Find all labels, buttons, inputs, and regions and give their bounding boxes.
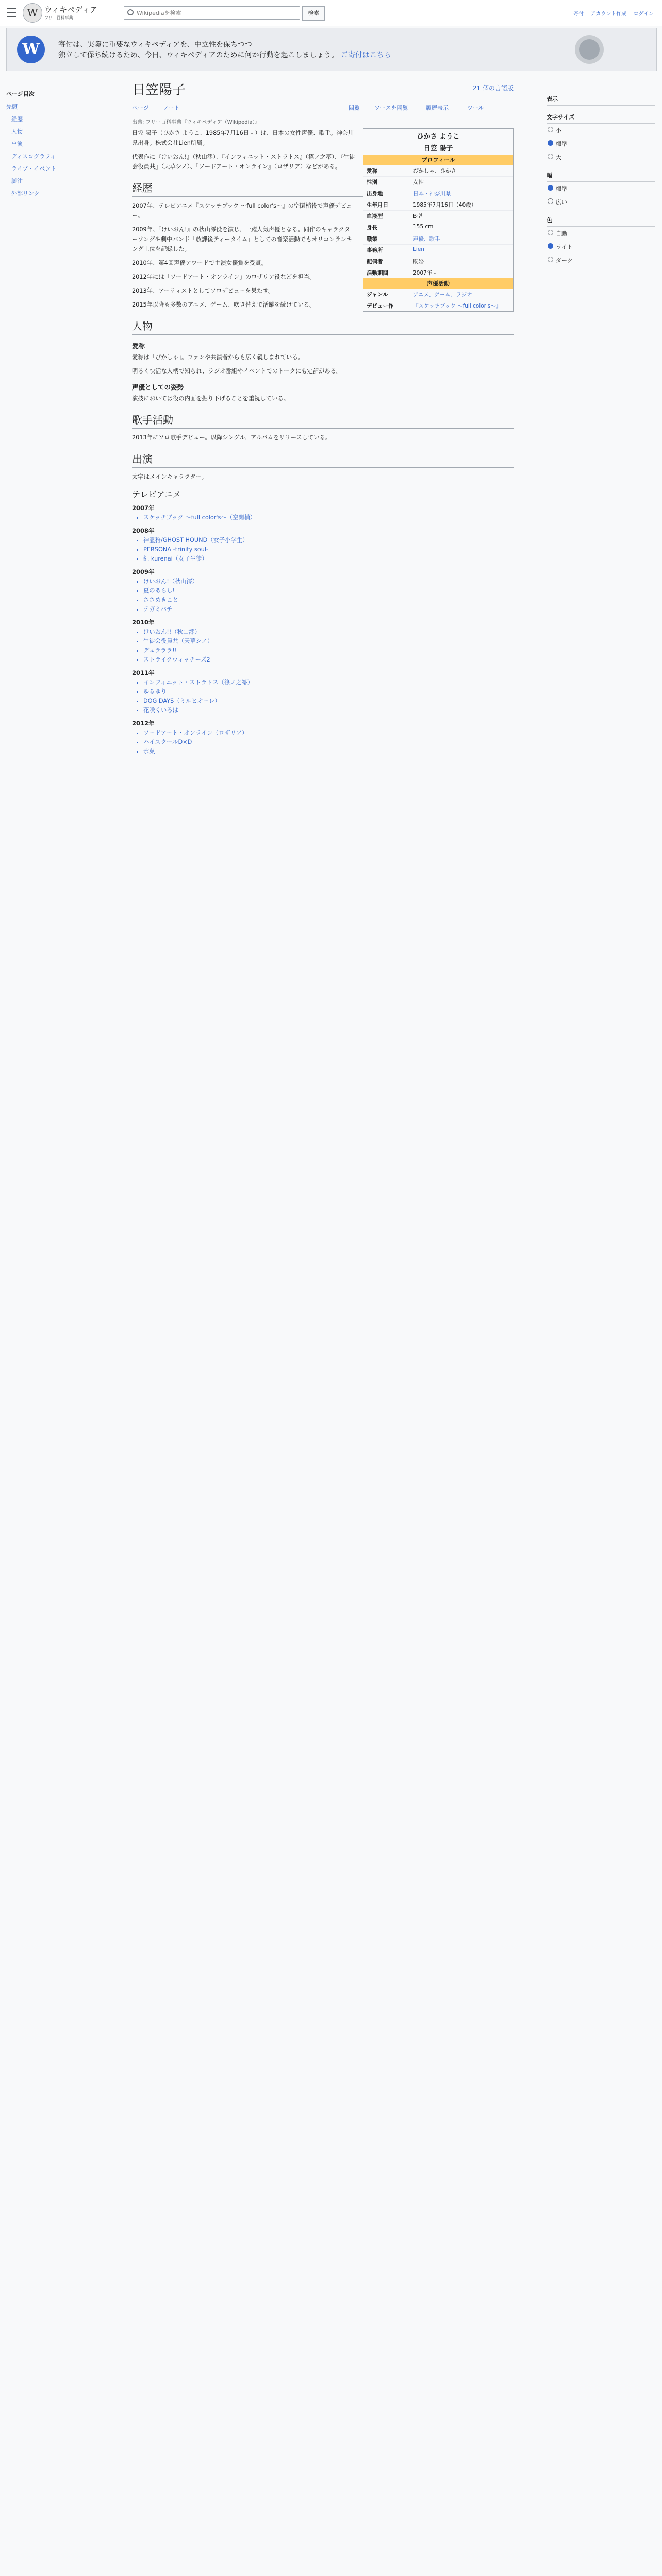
year-heading: 2010年 (132, 619, 155, 626)
work-item[interactable]: • 花咲くいろは (143, 706, 514, 715)
year-heading: 2012年 (132, 720, 155, 727)
person-paragraph: 明るく快活な人柄で知られ、ラジオ番組やイベントでのトークにも定評がある。 (132, 368, 342, 375)
work-item[interactable]: • 紅 kurenai（女子生徒） (143, 554, 514, 564)
toc-item[interactable]: 人物 (11, 128, 23, 135)
toc-item[interactable]: ディスコグラフィ (11, 153, 56, 160)
infobox-value[interactable]: 『スケッチブック 〜full color's〜』 (413, 303, 502, 309)
infobox-value: 1985年7月16日（40歳） (413, 202, 477, 208)
infobox-value[interactable]: 声優、歌手 (413, 236, 440, 242)
tab-talk[interactable]: ノート (163, 105, 180, 111)
infobox-header: プロフィール (363, 155, 513, 165)
work-item[interactable]: • けいおん!（秋山澪） (143, 577, 514, 586)
infobox-value: 2007年 - (413, 270, 436, 276)
music-paragraph: 2013年にソロ歌手デビュー。以降シングル、アルバムをリリースしている。 (132, 434, 332, 441)
banner-logo: W (17, 36, 45, 63)
create-account-link[interactable]: アカウント作成 (590, 11, 627, 17)
login-link[interactable]: ログイン (633, 11, 654, 17)
work-item[interactable]: • PERSONA -trinity soul- (143, 545, 514, 554)
year-heading: 2011年 (132, 669, 155, 676)
wikipedia-logo[interactable]: W (23, 3, 42, 23)
infobox-header: 声優活動 (363, 278, 513, 289)
section-heading-works: 出演 (132, 451, 514, 468)
menu-icon[interactable] (7, 8, 16, 17)
subsection-heading-tv: テレビアニメ (132, 489, 181, 499)
work-item[interactable]: • DOG DAYS（ミルヒオーレ） (143, 697, 514, 706)
work-item[interactable]: • デュラララ!! (143, 646, 514, 655)
toc-item[interactable]: 出演 (11, 141, 23, 147)
work-item[interactable]: • ソードアート・オンライン（ロザリア） (143, 728, 514, 738)
work-item[interactable]: • ストライクウィッチーズ2 (143, 655, 514, 665)
person-paragraph: 愛称は「ぴかしゃ」。ファンや共演者からも広く親しまれている。 (132, 354, 304, 361)
search-input[interactable] (136, 7, 292, 19)
intro-paragraph: 日笠 陽子（ひかさ ようこ、1985年7月16日 - ）は、日本の女性声優、歌手。神奈川県出身。株式会社Lien所属。 (132, 130, 354, 146)
logo-title: ウィキペディア (44, 5, 97, 14)
color-auto[interactable]: 自動 (547, 227, 655, 240)
search-box (124, 6, 300, 20)
banner-line-1: 寄付は、実際に重要なウィキペディアを、中立性を保ちつつ (58, 41, 252, 49)
infobox-value[interactable]: Lien (413, 246, 424, 252)
infobox-key: デビュー作 (367, 303, 394, 309)
section-heading-music: 歌手活動 (132, 412, 514, 429)
tab-tools[interactable]: ツール (467, 105, 484, 111)
toc-item[interactable]: 外部リンク (11, 190, 40, 197)
color-light[interactable]: ライト (547, 240, 655, 253)
infobox-key: ジャンル (367, 292, 388, 298)
tab-history[interactable]: 履歴表示 (426, 105, 449, 111)
work-item[interactable]: • 氷菓 (143, 747, 514, 756)
search-icon (127, 9, 134, 15)
work-item[interactable]: • ささめきこと (143, 596, 514, 605)
banner-line-2: 独立して保ち続けるため、今日、ウィキペディアのために何か行動を起こしましょう。 (58, 51, 339, 59)
person-paragraph: 演技においては役の内面を掘り下げることを重視している。 (132, 395, 290, 402)
donation-banner (6, 28, 657, 71)
year-heading: 2009年 (132, 568, 155, 575)
infobox-key: 身長 (367, 225, 377, 231)
article-source: 出典: フリー百科事典『ウィキペディア（Wikipedia）』 (132, 120, 260, 125)
logo-subtitle: フリー百科事典 (44, 15, 73, 20)
year-heading: 2008年 (132, 527, 155, 534)
banner-text (58, 40, 391, 60)
subsection-heading: 声優としての姿勢 (132, 383, 184, 391)
appearance-panel (547, 88, 655, 267)
infobox-value: 既婚 (413, 259, 424, 265)
works-note: 太字はメインキャラクター。 (132, 473, 207, 480)
tab-read[interactable]: 閲覧 (349, 105, 360, 111)
toc-item[interactable]: ライブ・イベント (11, 165, 57, 172)
work-item[interactable]: • 夏のあらし! (143, 586, 514, 596)
donate-link[interactable]: 寄付 (573, 11, 584, 17)
toc-item[interactable]: 先頭 (6, 104, 18, 110)
text-size-title: 文字サイズ (547, 111, 655, 124)
toc-item[interactable]: 脚注 (11, 178, 23, 184)
banner-donate-link[interactable]: ご寄付はこちら (340, 51, 391, 59)
subsection-heading: 愛称 (132, 342, 145, 350)
appearance-title: 表示 (547, 93, 655, 106)
tab-view-source[interactable]: ソースを閲覧 (374, 105, 408, 111)
infobox-key: 性別 (367, 179, 377, 185)
infobox-key: 活動期間 (367, 270, 388, 276)
career-paragraph: 2015年以降も多数のアニメ、ゲーム、吹き替えで活躍を続けている。 (132, 301, 316, 308)
intro-paragraph: 代表作に『けいおん!』（秋山澪）、『インフィニット・ストラトス』（篠ノ之箒）、『生徒会役員共』（天草シノ）、『ソードアート・オンライン』（ロザリア）などがある。 (132, 154, 355, 170)
text-size-standard[interactable]: 標準 (547, 137, 655, 150)
work-item[interactable]: • ゆるゆり (143, 687, 514, 697)
career-paragraph: 2007年、テレビアニメ『スケッチブック 〜full color's〜』の空閑梢役で声優デビュー。 (132, 202, 352, 219)
infobox-key: 事務所 (367, 247, 383, 253)
section-heading-person: 人物 (132, 318, 514, 335)
infobox-value[interactable]: 日本・神奈川県 (413, 191, 451, 197)
career-paragraph: 2009年、『けいおん!』の秋山澪役を演じ、一躍人気声優となる。同作のキャラクターソングや劇中バンド「放課後ティータイム」としての音楽活動でもオリコンランキング上位を記録した。 (132, 226, 353, 252)
infobox-key: 血液型 (367, 213, 383, 219)
infobox-kana: ひかさ ようこ (417, 133, 460, 141)
page-tabs (132, 100, 514, 114)
infobox-value: ぴかしゃ、ひかさ (413, 168, 456, 174)
color-dark[interactable]: ダーク (547, 253, 655, 267)
work-item[interactable]: • スケッチブック 〜full color's〜（空閑梢） (143, 513, 514, 522)
career-paragraph: 2010年、第4回声優アワードで主演女優賞を受賞。 (132, 260, 267, 266)
infobox-key: 出身地 (367, 191, 383, 197)
color-title: 色 (547, 214, 655, 227)
logo-text[interactable] (44, 4, 97, 21)
article-content (132, 77, 514, 756)
work-item[interactable]: • テガミバチ (143, 605, 514, 614)
width-title: 幅 (547, 169, 655, 182)
work-item[interactable]: • けいおん!!（秋山澪） (143, 628, 514, 637)
infobox-key: 生年月日 (367, 202, 388, 208)
infobox-name: 日笠 陽子 (423, 145, 453, 152)
work-item[interactable]: • インフィニット・ストラトス（篠ノ之箒） (143, 678, 514, 687)
user-links (568, 9, 654, 17)
toc-sidebar (6, 88, 114, 199)
width-wide[interactable]: 広い (547, 195, 655, 209)
width-standard[interactable]: 標準 (547, 182, 655, 195)
header (0, 0, 662, 26)
year-heading: 2007年 (132, 504, 155, 512)
infobox-value: 155 cm (413, 224, 434, 230)
infobox-key: 愛称 (367, 168, 377, 174)
language-button[interactable]: 21 個の言語版 (472, 84, 514, 92)
work-item[interactable]: • ハイスクールD×D (143, 738, 514, 747)
text-size-large[interactable]: 大 (547, 150, 655, 164)
puzzle-globe-icon (533, 33, 646, 65)
work-item[interactable]: • 神霊狩/GHOST HOUND（女子小学生） (143, 536, 514, 545)
career-paragraph: 2013年、アーティストとしてソロデビューを果たす。 (132, 287, 274, 294)
infobox-value[interactable]: アニメ、ゲーム、ラジオ (413, 292, 472, 298)
career-paragraph: 2012年には「ソードアート・オンライン」のロザリア役などを担当。 (132, 274, 316, 280)
search-button[interactable]: 検索 (302, 6, 325, 21)
tab-page[interactable]: ページ (132, 105, 149, 111)
infobox-value: 女性 (413, 179, 424, 185)
infobox-key: 職業 (367, 236, 377, 242)
infobox (363, 128, 514, 312)
section-heading-career: 経歴 (132, 180, 514, 197)
toc-title: ページ目次 (6, 88, 114, 100)
page-title: 日笠陽子 (132, 82, 186, 98)
text-size-small[interactable]: 小 (547, 124, 655, 137)
toc-item[interactable]: 経歴 (11, 116, 23, 123)
work-item[interactable]: • 生徒会役員共（天草シノ） (143, 637, 514, 646)
infobox-value: B型 (413, 213, 422, 219)
infobox-key: 配偶者 (367, 259, 383, 265)
